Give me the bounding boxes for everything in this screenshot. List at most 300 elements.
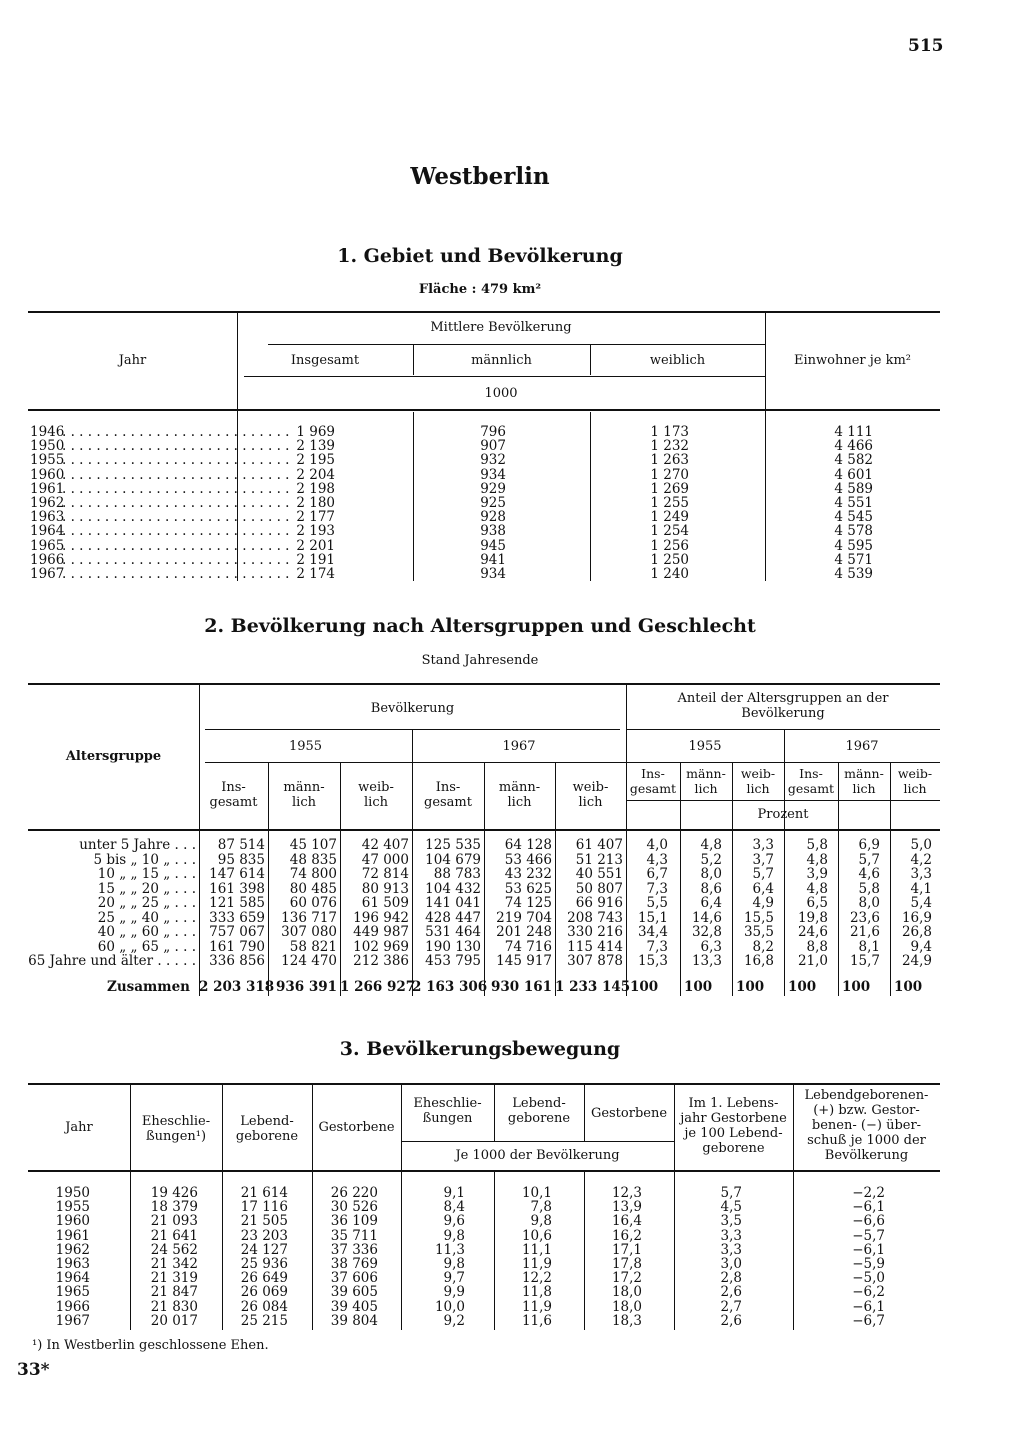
table-cell-insgesamt: 2 198: [296, 480, 335, 497]
table-cell-c3: 102 969: [353, 938, 409, 955]
table-cell-p3: 3,7: [752, 851, 774, 868]
table-cell-er: 9,8: [443, 1227, 465, 1244]
t2-psub-ins-1967: Ins- gesamt: [787, 766, 835, 796]
table-row-label: 60 „ „ 65 „ . . .: [97, 938, 196, 955]
table-cell-ue: −6,2: [852, 1284, 885, 1301]
table-cell-c5: 74 125: [504, 895, 552, 911]
t2-header-anteil-2: Bevölkerung: [741, 706, 825, 721]
table-cell-p1: 15,1: [637, 909, 668, 926]
leader-dots: . . . . . . . . . . . . . . . . . . . . . . . . . . .: [62, 537, 290, 554]
table-row-year: 1966: [30, 551, 65, 568]
table-cell-l: 23 203: [240, 1227, 288, 1244]
table-cell-c5: 74 716: [504, 938, 552, 955]
table-cell-g: 26 220: [330, 1185, 378, 1201]
table-cell-jahr: 1967: [55, 1312, 90, 1329]
table-cell-jahr: 1962: [55, 1241, 90, 1258]
table-cell-insgesamt: 2 193: [296, 523, 335, 540]
table-cell-c1: 757 067: [209, 924, 265, 940]
table-cell-g: 37 606: [330, 1270, 378, 1287]
table-cell-insgesamt: 2 139: [296, 438, 335, 455]
table-cell-lr: 10,1: [521, 1185, 552, 1201]
table-cell-c6: 115 414: [567, 938, 623, 955]
table-total-c2: 936 391: [275, 979, 337, 995]
table-cell-c5: 64 128: [504, 837, 552, 853]
table-cell-e: 24 562: [150, 1241, 198, 1258]
leader-dots: . . . . . . . . . . . . . . . . . . . . . . . . . . .: [62, 551, 290, 568]
table-cell-p6: 5,0: [910, 837, 932, 853]
table-cell-p1: 7,3: [646, 880, 668, 897]
table-cell-insgesamt: 2 191: [296, 551, 335, 568]
table-row-label: 10 „ „ 15 „ . . .: [97, 866, 196, 882]
table-cell-er: 9,2: [443, 1312, 465, 1329]
table-cell-c3: 449 987: [353, 924, 409, 940]
table-cell-ue: −6,1: [852, 1199, 885, 1216]
table-cell-c3: 42 407: [361, 837, 409, 853]
t1-header-maennlich: männlich: [471, 353, 532, 368]
table-total-p6: 100: [894, 979, 923, 995]
table-cell-e: 18 379: [150, 1199, 198, 1216]
table-cell-p4: 3,9: [806, 866, 828, 882]
table-cell-c5: 145 917: [496, 953, 552, 969]
table-cell-p5: 21,6: [849, 924, 880, 940]
table-cell-c3: 80 913: [361, 880, 409, 897]
t2-sub-w-1967: weib- lich: [572, 780, 609, 810]
table-cell-gr: 12,3: [611, 1185, 642, 1201]
table-cell-c6: 208 743: [567, 909, 623, 926]
table-cell-insgesamt: 2 204: [296, 466, 335, 483]
table-cell-lr: 11,8: [521, 1284, 552, 1301]
table-cell-c2: 58 821: [289, 938, 337, 955]
table-total-p5: 100: [842, 979, 871, 995]
table-cell-ue: −5,0: [852, 1270, 885, 1287]
table-cell-er: 11,3: [434, 1241, 465, 1258]
table-cell-c6: 66 916: [575, 895, 623, 911]
table-cell-c4: 141 041: [425, 895, 481, 911]
t2-psub-m-1955: männ- lich: [686, 766, 726, 796]
t2-header-anteil-1: Anteil der Altersgruppen an der: [677, 691, 889, 706]
t1-header-weiblich: weiblich: [649, 353, 706, 368]
table-cell-weiblich: 1 250: [650, 551, 689, 568]
table-cell-ue: −5,9: [852, 1256, 885, 1272]
table-cell-er: 8,4: [443, 1199, 465, 1216]
table-cell-ue: −6,6: [852, 1213, 885, 1230]
table-cell-p4: 4,8: [806, 880, 828, 897]
table-row-label: 5 bis „ 10 „ . . .: [93, 851, 196, 868]
table-cell-ue: −6,1: [852, 1298, 885, 1315]
table-cell-p2: 6,3: [700, 938, 722, 955]
table-cell-p4: 19,8: [797, 909, 828, 926]
t2-header-1967-abs: 1967: [502, 739, 536, 754]
table-cell-c6: 307 878: [567, 953, 623, 969]
t3-header-leb: Lebend- geborene: [235, 1114, 299, 1144]
t3-header-gest: Gestorbene: [318, 1120, 395, 1135]
table-cell-g: 39 804: [330, 1312, 378, 1329]
leader-dots: . . . . . . . . . . . . . . . . . . . . . . . . . . .: [62, 424, 290, 440]
table-cell-p1: 7,3: [646, 938, 668, 955]
table-cell-einwohner: 4 551: [834, 495, 873, 511]
table-cell-er: 10,0: [434, 1298, 465, 1315]
table-cell-im: 5,7: [720, 1185, 742, 1201]
table-cell-c1: 161 790: [209, 938, 265, 955]
table-cell-p3: 8,2: [752, 938, 774, 955]
table-cell-einwohner: 4 466: [834, 438, 873, 455]
table-cell-weiblich: 1 270: [650, 466, 689, 483]
table-cell-c4: 190 130: [425, 938, 481, 955]
table-cell-gr: 17,1: [611, 1241, 642, 1258]
table-cell-p2: 13,3: [691, 953, 722, 969]
table-cell-insgesamt: 2 177: [296, 509, 335, 526]
table-cell-jahr: 1950: [55, 1185, 90, 1201]
table-row-year: 1961: [30, 480, 65, 497]
table-row-year: 1960: [30, 466, 65, 483]
table-cell-p5: 5,7: [858, 851, 880, 868]
table-cell-l: 26 069: [240, 1284, 288, 1301]
section3-title: 3. Bevölkerungsbewegung: [339, 1038, 621, 1060]
t3-header-ueberschuss: Lebendgeborenen- (+) bzw. Gestor- benen- (−) über- schuß je 1000 der Bevölkerung: [804, 1088, 929, 1163]
table-total-c5: 930 161: [490, 979, 552, 995]
table-total-c3: 1 266 927: [340, 979, 416, 995]
table-cell-maennlich: 938: [480, 523, 506, 540]
table-cell-c4: 125 535: [425, 837, 481, 853]
table-cell-insgesamt: 2 195: [296, 452, 335, 469]
table-cell-p4: 4,8: [806, 851, 828, 868]
table-cell-insgesamt: 2 174: [296, 566, 335, 582]
table-cell-er: 9,8: [443, 1256, 465, 1272]
table-cell-p5: 8,0: [858, 895, 880, 911]
table-cell-c4: 453 795: [425, 953, 481, 969]
table-cell-c6: 50 807: [575, 880, 623, 897]
t1-header-mittlere: Mittlere Bevölkerung: [430, 320, 572, 335]
section1-title: 1. Gebiet und Bevölkerung: [337, 245, 623, 267]
leader-dots: . . . . . . . . . . . . . . . . . . . . . . . . . . .: [62, 466, 290, 483]
table-cell-c2: 80 485: [289, 880, 337, 897]
table-cell-p3: 6,4: [752, 880, 774, 897]
leader-dots: . . . . . . . . . . . . . . . . . . . . . . . . . . .: [62, 452, 290, 469]
table-cell-p3: 5,7: [752, 866, 774, 882]
table-cell-maennlich: 934: [480, 466, 506, 483]
t2-header-1955-pct: 1955: [688, 739, 722, 754]
table-cell-jahr: 1965: [55, 1284, 90, 1301]
table-cell-er: 9,1: [443, 1185, 465, 1201]
table-row-label: 25 „ „ 40 „ . . .: [97, 909, 196, 926]
table-cell-e: 20 017: [150, 1312, 198, 1329]
signature-mark: 33*: [17, 1360, 50, 1380]
table-cell-gr: 18,3: [611, 1312, 642, 1329]
table-cell-gr: 17,2: [611, 1270, 642, 1287]
table-cell-p5: 15,7: [849, 953, 880, 969]
t2-header-bevoelkerung: Bevölkerung: [370, 701, 455, 716]
table-cell-er: 9,9: [443, 1284, 465, 1301]
table-cell-maennlich: 929: [480, 480, 506, 497]
table-cell-gr: 13,9: [611, 1199, 642, 1216]
table-cell-lr: 12,2: [521, 1270, 552, 1287]
table-cell-c2: 124 470: [281, 953, 337, 969]
table-row-year: 1963: [30, 509, 65, 526]
table-cell-maennlich: 907: [480, 438, 506, 455]
table-cell-gr: 16,2: [611, 1227, 642, 1244]
table-cell-jahr: 1964: [55, 1270, 90, 1287]
table-cell-c3: 196 942: [353, 909, 409, 926]
table-cell-im: 2,6: [720, 1284, 742, 1301]
table-cell-l: 17 116: [240, 1199, 288, 1216]
table-cell-ue: −6,1: [852, 1241, 885, 1258]
table-cell-c3: 47 000: [361, 851, 409, 868]
table-cell-einwohner: 4 539: [834, 566, 873, 582]
table-cell-jahr: 1966: [55, 1298, 90, 1315]
table-cell-c2: 136 717: [281, 909, 337, 926]
table-cell-p1: 4,3: [646, 851, 668, 868]
table-total-c4: 2 163 306: [412, 979, 488, 995]
leader-dots: . . . . . . . . . . . . . . . . . . . . . . . . . . .: [62, 495, 290, 511]
table-cell-p3: 3,3: [752, 837, 774, 853]
table-cell-p6: 26,8: [901, 924, 932, 940]
table-cell-p5: 23,6: [849, 909, 880, 926]
table-cell-c1: 161 398: [209, 880, 265, 897]
table-cell-p5: 4,6: [858, 866, 880, 882]
table-row-year: 1964: [30, 523, 65, 540]
table-cell-c4: 104 679: [425, 851, 481, 868]
table-cell-p1: 6,7: [646, 866, 668, 882]
table-row-year: 1962: [30, 495, 65, 511]
table-cell-e: 21 830: [150, 1298, 198, 1315]
table-cell-einwohner: 4 111: [834, 424, 873, 440]
table-cell-g: 30 526: [330, 1199, 378, 1216]
t2-sub-ins-1967: Ins- gesamt: [424, 780, 472, 810]
table-cell-einwohner: 4 571: [834, 551, 873, 568]
table-cell-p3: 35,5: [743, 924, 774, 940]
table-cell-p3: 4,9: [752, 895, 774, 911]
page-title: Westberlin: [410, 163, 550, 190]
table-cell-weiblich: 1 254: [650, 523, 689, 540]
table-cell-p5: 6,9: [858, 837, 880, 853]
table-cell-im: 3,0: [720, 1256, 742, 1272]
table-cell-er: 9,7: [443, 1270, 465, 1287]
table-cell-l: 21 614: [240, 1185, 288, 1201]
table-cell-c1: 336 856: [209, 953, 265, 969]
table-cell-p3: 15,5: [743, 909, 774, 926]
section2-subtitle: Stand Jahresende: [421, 653, 539, 668]
table-cell-p4: 5,8: [806, 837, 828, 853]
t2-header-1967-pct: 1967: [845, 739, 879, 754]
table-cell-e: 21 847: [150, 1284, 198, 1301]
table-cell-weiblich: 1 255: [650, 495, 689, 511]
table-cell-p4: 24,6: [797, 924, 828, 940]
table-cell-weiblich: 1 232: [650, 438, 689, 455]
table-cell-c2: 45 107: [289, 837, 337, 853]
table-cell-c4: 104 432: [425, 880, 481, 897]
table-cell-weiblich: 1 256: [650, 537, 689, 554]
t2-psub-m-1967: männ- lich: [844, 766, 884, 796]
t2-sub-w-1955: weib- lich: [358, 780, 394, 810]
t3-header-je1000: Je 1000 der Bevölkerung: [455, 1148, 620, 1163]
table-cell-c1: 147 614: [209, 866, 265, 882]
table-cell-im: 2,6: [720, 1312, 742, 1329]
table-cell-maennlich: 932: [480, 452, 506, 469]
table-cell-weiblich: 1 249: [650, 509, 689, 526]
table-cell-c1: 121 585: [209, 895, 265, 911]
table-cell-insgesamt: 2 201: [296, 537, 335, 554]
table-cell-c3: 72 814: [361, 866, 409, 882]
t1-header-jahr: Jahr: [118, 353, 147, 368]
table-cell-e: 21 342: [150, 1256, 198, 1272]
t3-header-leb-rate: Lebend- geborene: [507, 1096, 571, 1126]
t2-header-1955-abs: 1955: [288, 739, 323, 754]
t3-header-ehe-rate: Eheschlie- ßungen: [413, 1096, 482, 1126]
table-row-label: 40 „ „ 60 „ . . .: [97, 924, 196, 940]
table-cell-p6: 4,2: [910, 851, 932, 868]
table-cell-jahr: 1960: [55, 1213, 90, 1230]
leader-dots: . . . . . . . . . . . . . . . . . . . . . . . . . . .: [62, 438, 290, 455]
table-cell-c6: 330 216: [567, 924, 623, 940]
table-row-year: 1950: [30, 438, 65, 455]
table-cell-p6: 24,9: [901, 953, 932, 969]
table-cell-lr: 11,6: [521, 1312, 552, 1329]
table-cell-g: 37 336: [330, 1241, 378, 1258]
t2-sub-m-1955: männ- lich: [283, 780, 325, 810]
table-cell-im: 4,5: [720, 1199, 742, 1216]
table-row-year: 1967: [30, 566, 65, 582]
table-cell-ue: −5,7: [852, 1227, 885, 1244]
table-cell-maennlich: 934: [480, 566, 506, 582]
table-cell-p3: 16,8: [743, 953, 774, 969]
table-cell-e: 21 641: [150, 1227, 198, 1244]
table-cell-einwohner: 4 578: [834, 523, 873, 540]
leader-dots: . . . . . . . . . . . . . . . . . . . . . . . . . . .: [62, 480, 290, 497]
table-cell-p6: 9,4: [910, 938, 932, 955]
table-cell-p6: 16,9: [901, 909, 932, 926]
table-cell-c1: 87 514: [217, 837, 265, 853]
table-cell-ue: −2,2: [852, 1185, 885, 1201]
table-cell-maennlich: 796: [480, 424, 506, 440]
table-cell-g: 39 605: [330, 1284, 378, 1301]
table-cell-l: 26 084: [240, 1298, 288, 1315]
table-cell-l: 21 505: [240, 1213, 288, 1230]
table-cell-c6: 51 213: [575, 851, 623, 868]
table-cell-einwohner: 4 595: [834, 537, 873, 554]
table-cell-p2: 5,2: [700, 851, 722, 868]
table-cell-c5: 219 704: [496, 909, 552, 926]
table-cell-c2: 74 800: [289, 866, 337, 882]
table-cell-c5: 43 232: [504, 866, 552, 882]
table-cell-einwohner: 4 589: [834, 480, 873, 497]
table-cell-p2: 8,0: [700, 866, 722, 882]
table-cell-p4: 8,8: [806, 938, 828, 955]
table-cell-l: 25 936: [240, 1256, 288, 1272]
table-cell-weiblich: 1 263: [650, 452, 689, 469]
table-cell-maennlich: 925: [480, 495, 506, 511]
table-row-label: unter 5 Jahre . . .: [79, 837, 196, 853]
t3-header-im1: Im 1. Lebens- jahr Gestorbene je 100 Lebend- geborene: [680, 1096, 787, 1156]
table-cell-im: 3,5: [720, 1213, 742, 1230]
table-cell-einwohner: 4 601: [834, 466, 873, 483]
table-row-label: 15 „ „ 20 „ . . .: [97, 880, 196, 897]
table-cell-er: 9,6: [443, 1213, 465, 1230]
t2-psub-w-1967: weib- lich: [897, 766, 933, 796]
table-row-label: 20 „ „ 25 „ . . .: [97, 895, 196, 911]
page-number: 515: [908, 36, 944, 56]
table-cell-gr: 16,4: [611, 1213, 642, 1230]
leader-dots: . . . . . . . . . . . . . . . . . . . . . . . . . . .: [62, 509, 290, 526]
table-cell-p2: 6,4: [700, 895, 722, 911]
table-cell-c1: 95 835: [217, 851, 265, 868]
table-cell-e: 21 319: [150, 1270, 198, 1287]
table-cell-p2: 8,6: [700, 880, 722, 897]
table-cell-einwohner: 4 545: [834, 509, 873, 526]
t3-header-gest-rate: Gestorbene: [590, 1106, 668, 1121]
leader-dots: . . . . . . . . . . . . . . . . . . . . . . . . . . .: [62, 566, 290, 582]
leader-dots: . . . . . . . . . . . . . . . . . . . . . . . . . . .: [62, 523, 290, 540]
table-cell-im: 3,3: [720, 1227, 742, 1244]
table-cell-p5: 5,8: [858, 880, 880, 897]
t1-header-1000: 1000: [484, 386, 518, 401]
table-cell-gr: 18,0: [611, 1284, 642, 1301]
table-cell-c6: 40 551: [575, 866, 623, 882]
table-cell-e: 21 093: [150, 1213, 198, 1230]
t2-psub-ins-1955: Ins- gesamt: [629, 766, 677, 796]
table-cell-ue: −6,7: [852, 1312, 885, 1329]
table-total-p3: 100: [736, 979, 765, 995]
table-cell-p2: 4,8: [700, 837, 722, 853]
table-cell-g: 35 711: [330, 1227, 378, 1244]
table-total-p1: 100: [630, 979, 659, 995]
table-cell-insgesamt: 1 969: [296, 424, 335, 440]
table-cell-c1: 333 659: [209, 909, 265, 926]
table-cell-l: 26 649: [240, 1270, 288, 1287]
table-cell-p6: 4,1: [910, 880, 932, 897]
table-cell-p1: 4,0: [646, 837, 668, 853]
table-total-c6: 1 233 145: [555, 979, 631, 995]
table-row-year: 1946: [30, 424, 65, 440]
table-cell-p5: 8,1: [858, 938, 880, 955]
table-cell-c2: 60 076: [289, 895, 337, 911]
table-cell-c4: 428 447: [425, 909, 481, 926]
table-cell-c5: 53 625: [504, 880, 552, 897]
table-cell-p4: 21,0: [797, 953, 828, 969]
table-cell-p4: 6,5: [806, 895, 828, 911]
table-cell-maennlich: 945: [480, 537, 506, 554]
table-cell-l: 25 215: [240, 1312, 288, 1329]
t1-header-einwohner: Einwohner je km²: [793, 353, 912, 368]
table-cell-lr: 9,8: [530, 1213, 552, 1230]
table-cell-l: 24 127: [240, 1241, 288, 1258]
table-cell-c6: 61 407: [575, 837, 623, 853]
table-cell-g: 36 109: [330, 1213, 378, 1230]
table-cell-c2: 307 080: [281, 924, 337, 940]
table-cell-c4: 88 783: [433, 866, 481, 882]
table-cell-gr: 17,8: [611, 1256, 642, 1272]
table-cell-im: 2,7: [720, 1298, 742, 1315]
table-cell-p1: 34,4: [637, 924, 668, 940]
table-cell-p6: 3,3: [910, 866, 932, 882]
table-cell-maennlich: 941: [480, 551, 506, 568]
section1-subtitle: Fläche : 479 km²: [418, 282, 542, 297]
table-cell-p2: 32,8: [691, 924, 722, 940]
table-cell-g: 39 405: [330, 1298, 378, 1315]
t2-sub-ins-1955: Ins- gesamt: [209, 780, 258, 810]
table-cell-c4: 531 464: [425, 924, 481, 940]
table-cell-c3: 61 509: [361, 895, 409, 911]
table-cell-p1: 5,5: [646, 895, 668, 911]
table-cell-lr: 7,8: [530, 1199, 552, 1216]
table-cell-gr: 18,0: [611, 1298, 642, 1315]
table-cell-lr: 11,9: [521, 1256, 552, 1272]
t3-header-ehe: Eheschlie- ßungen¹): [141, 1114, 211, 1144]
table-cell-p2: 14,6: [691, 909, 722, 926]
table-cell-im: 3,3: [720, 1241, 742, 1258]
table-cell-lr: 10,6: [521, 1227, 552, 1244]
t3-header-jahr: Jahr: [65, 1120, 93, 1135]
t2-sub-m-1967: männ- lich: [498, 780, 541, 810]
